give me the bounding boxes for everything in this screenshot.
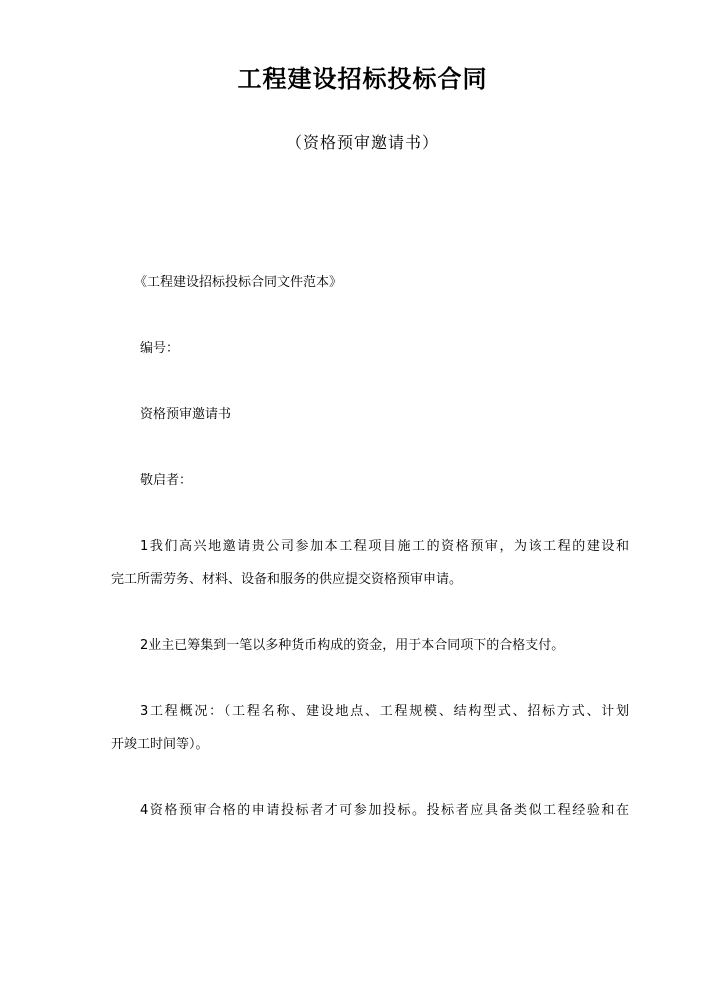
- paragraph-4-line-1: 4资格预审合格的申请投标者才可参加投标。投标者应具备类似工程经验和在: [140, 803, 629, 818]
- document-number-label: 编号：: [140, 341, 180, 356]
- section-heading: 资格预审邀请书: [140, 407, 232, 422]
- document-subtitle: （资格预审邀请书）: [285, 133, 439, 152]
- paragraph-3-line-2: 开竣工时间等）。: [111, 737, 209, 752]
- document-title: 工程建设招标投标合同: [237, 64, 488, 93]
- paragraph-1-line-2: 完工所需劳务、材料、设备和服务的供应提交资格预审申请。: [111, 572, 463, 587]
- template-reference: 《工程建设招标投标合同文件范本》: [134, 275, 343, 290]
- salutation: 敬启者：: [140, 473, 193, 488]
- paragraph-3-line-1: 3工程概况：（工程名称、建设地点、工程规模、结构型式、招标方式、计划: [140, 704, 629, 719]
- paragraph-1-line-1: 1我们高兴地邀请贵公司参加本工程项目施工的资格预审，为该工程的建设和: [140, 539, 629, 554]
- paragraph-2: 2业主已筹集到一笔以多种货币构成的资金，用于本合同项下的合格支付。: [140, 638, 565, 653]
